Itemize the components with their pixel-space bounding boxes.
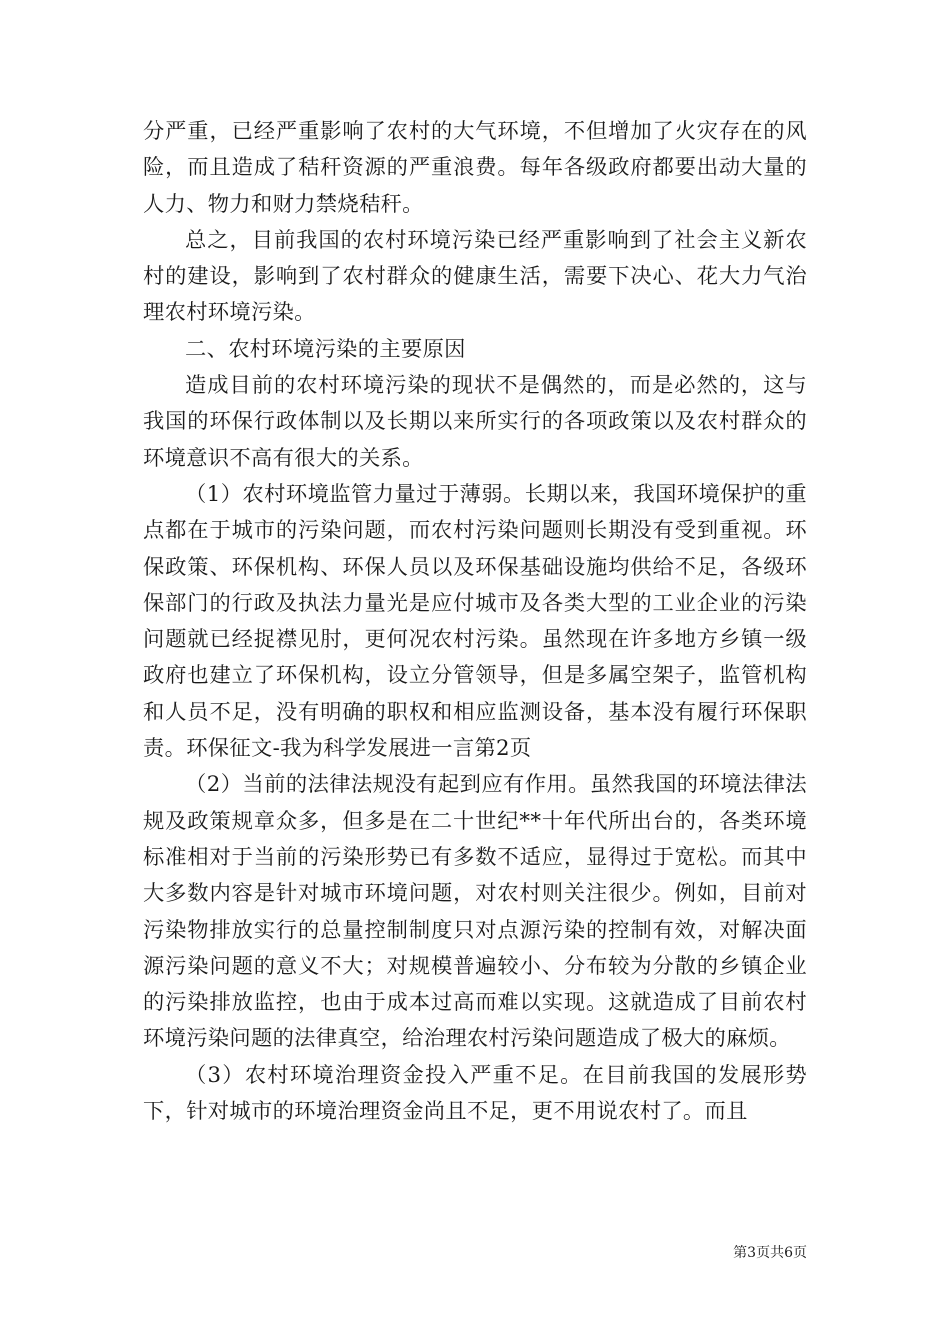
- paragraph: 分严重，已经严重影响了农村的大气环境，不但增加了火灾存在的风险，而且造成了秸秆资源的严重浪费。每年各级政府都要出动大量的人力、物力和财力禁烧秸秆。: [143, 119, 807, 217]
- document-body: [143, 114, 807, 1130]
- paragraph: 造成目前的农村环境污染的现状不是偶然的，而是必然的，这与我国的环保行政体制以及长期以来所实行的各项政策以及农村群众的环境意识不高有很大的关系。: [143, 373, 807, 471]
- section-heading: 二、农村环境污染的主要原因: [185, 336, 466, 362]
- paragraph: 总之，目前我国的农村环境污染已经严重影响到了社会主义新农村的建设，影响到了农村群众的健康生活，需要下决心、花大力气治理农村环境污染。: [143, 227, 807, 326]
- paragraph: （2）当前的法律法规没有起到应有作用。虽然我国的环境法律法规及政策规章众多，但多是在二十世纪**十年代所出台的，各类环境标准相对于当前的污染形势已有多数不适应，显得过于宽松。而其中大多数内容是针对城市环境问题，对农村则关注很少。例如，目前对污染物排放实行的总量控制制度只对点源污染的控制有效，对解决面源污染问题的意义不大；对规模普遍较小、分布较为分散的乡镇企业的污染排放监控，也由于成本过高而难以实现。这就造成了目前农村环境污染问题的法律真空，给治理农村污染问题造成了极大的麻烦。: [143, 772, 807, 1052]
- paragraph: （1）农村环境监管力量过于薄弱。长期以来，我国环境保护的重点都在于城市的污染问题，而农村污染问题则长期没有受到重视。环保政策、环保机构、环保人员以及环保基础设施均供给不足，各级环保部门的行政及执法力量光是应付城市及各类大型的工业企业的污染问题就已经捉襟见肘，更何况农村污染。虽然现在许多地方乡镇一级政府也建立了环保机构，设立分管领导，但是多属空架子，监管机构和人员不足，没有明确的职权和相应监测设备，基本没有履行环保职责。环保征文-我为科学发展进一言第2页: [143, 481, 807, 762]
- page-number-footer: 第3页共6页: [733, 1245, 807, 1261]
- paragraph: （3）农村环境治理资金投入严重不足。在目前我国的发展形势下，针对城市的环境治理资金尚且不足，更不用说农村了。而且: [143, 1062, 807, 1125]
